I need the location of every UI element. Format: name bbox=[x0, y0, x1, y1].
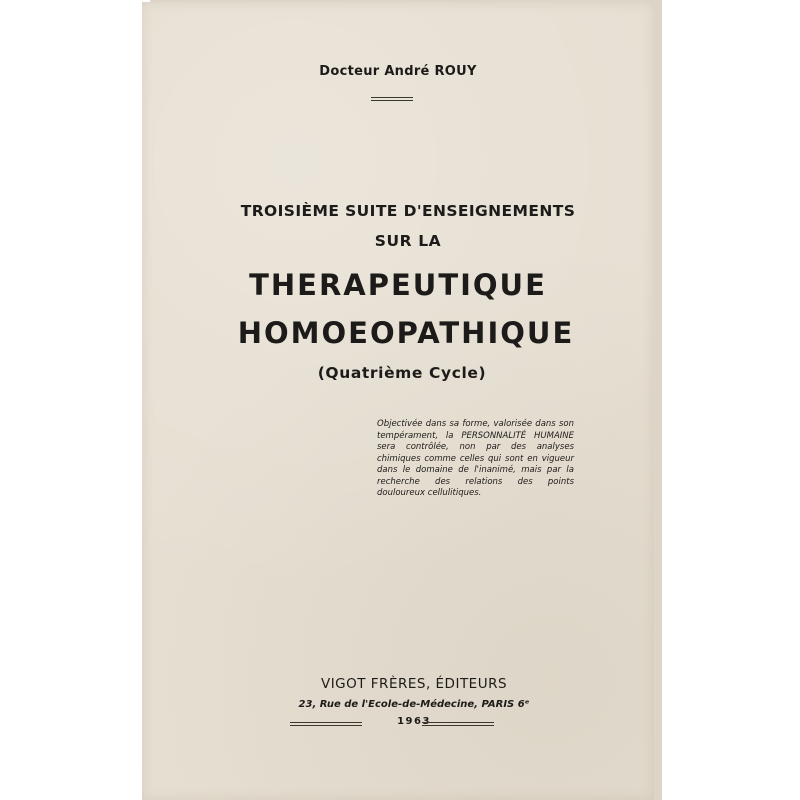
author-divider bbox=[371, 97, 413, 101]
title-main-2: HOMOEOPATHIQUE bbox=[237, 316, 575, 350]
title-cycle: (Quatrième Cycle) bbox=[317, 364, 487, 382]
publisher-address: 23, Rue de l'Ecole-de-Médecine, PARIS 6ᵉ bbox=[298, 699, 530, 710]
author-name: Docteur André ROUY bbox=[319, 64, 477, 79]
book-cover bbox=[142, 2, 654, 800]
title-line-1: TROISIÈME SUITE D'ENSEIGNEMENTS bbox=[240, 202, 576, 220]
title-line-2: SUR LA bbox=[374, 232, 442, 250]
title-main-1: THERAPEUTIQUE bbox=[249, 268, 547, 302]
publication-year: 1963 bbox=[397, 716, 431, 727]
epigraph-text: Objectivée dans sa forme, valorisée dans son tempérament, la PERSONNALITÉ HUMAINE sera contrôlée, non par des analyses chimiques comme celles qui sont en vigueur dans le domaine de l'inanimé, mais par la recherche des relations des points douloureux cellulitiques. bbox=[377, 419, 574, 498]
publisher-name: VIGOT FRÈRES, ÉDITEURS bbox=[320, 676, 508, 692]
year-divider-right bbox=[422, 722, 494, 726]
